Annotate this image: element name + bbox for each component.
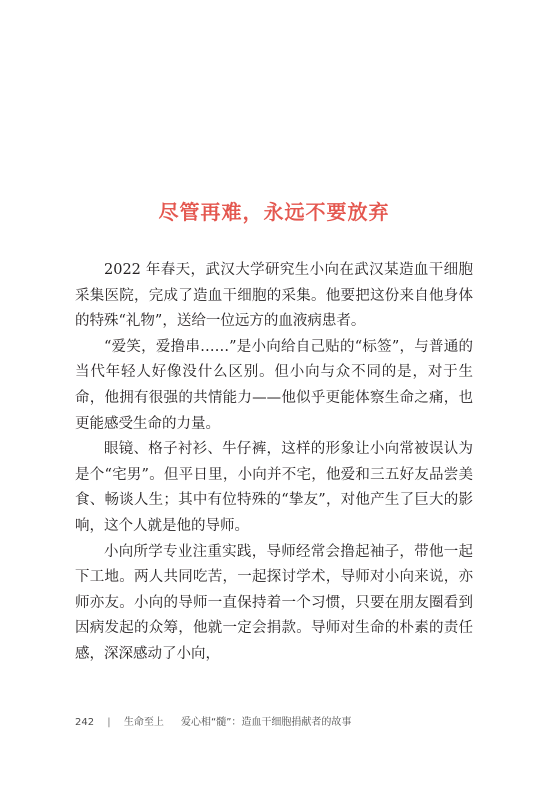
book-title: 爱心相“髓”：造血干细胞捐献者的故事 (181, 717, 352, 728)
footer-separator: | (107, 717, 111, 728)
page-footer (75, 716, 351, 730)
section-name: 生命至上 (123, 717, 164, 728)
page-number: 242 (75, 717, 95, 728)
chapter-title: 尽管再难，永远不要放弃 (158, 200, 390, 224)
paragraph: “爱笑，爱撸串……”是小向给自己贴的“标签”，与普通的当代年轻人好像没什么区别。但小向与众不同的是，对于生命，他拥有很强的共情能力——他似乎更能体察生命之痛，也更能感受生命的力量。 (75, 338, 473, 432)
paragraph: 2022 年春天，武汉大学研究生小向在武汉某造血干细胞采集医院，完成了造血干细胞的采集。他要把这份来自他身体的特殊“礼物”，送给一位远方的血液病患者。 (75, 262, 473, 330)
paragraph: 小向所学专业注重实践，导师经常会撸起袖子，带他一起下工地。两人共同吃苦，一起探讨学术，导师对小向来说，亦师亦友。小向的导师一直保持着一个习惯，只要在朋友圈看到因病发起的众筹，他就一定会捐款。导师对生命的朴素的责任感，深深感动了小向， (75, 543, 473, 662)
body-text (75, 258, 473, 668)
paragraph: 眼镜、格子衬衫、牛仔裤，这样的形象让小向常被误认为是个“宅男”。但平日里，小向并不宅，他爱和三五好友品尝美食、畅谈人生；其中有位特殊的“挚友”，对他产生了巨大的影响，这个人就是他的导师。 (75, 441, 473, 534)
